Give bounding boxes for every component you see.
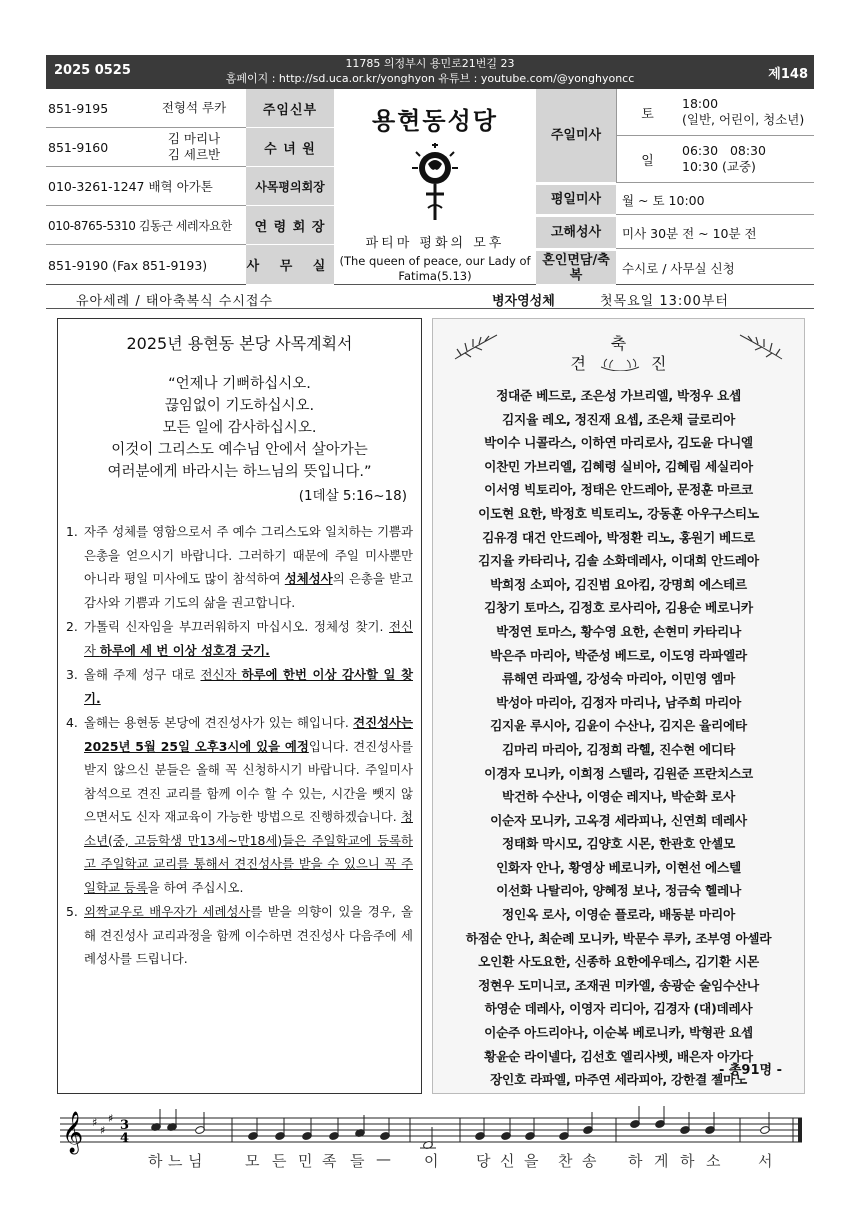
- confirmation-name-line: 황윤순 라이넬다, 김선호 엘리사벳, 배은자 아가다: [484, 1048, 753, 1064]
- confirmation-name-line: 박희정 소피아, 김진범 요아킴, 강명희 에스테르: [490, 576, 747, 592]
- role-label: 수 녀 원: [246, 128, 334, 167]
- saturday-label: 토: [616, 89, 678, 136]
- confirmation-name-line: 정태화 막시모, 김양호 시몬, 한관호 안셀모: [502, 836, 735, 852]
- lyric-syllable: 을: [524, 1152, 539, 1170]
- sick-communion-label: 병자영성체: [492, 294, 555, 309]
- plan-item-text-part: 하루에 세 번 이상 성호경 긋기.: [99, 642, 270, 658]
- sharp-icon: ♯: [100, 1124, 106, 1137]
- congrats-title-bottom: 견 진: [570, 354, 667, 373]
- confirmation-name-line: 김지율 레오, 정진재 요셉, 조은채 글로리아: [502, 411, 735, 427]
- plan-item-text-part: 하루에 한번 이상 감사할 일 찾기.: [84, 667, 413, 706]
- quote-reference: (1데살 5:16~18): [298, 488, 407, 504]
- lyric-syllable: —: [376, 1150, 391, 1168]
- issue-number: 제148: [768, 67, 808, 82]
- plan-item-text: [84, 520, 413, 614]
- sunday-label: 일: [616, 136, 678, 183]
- plan-item-text-part: 청소년(중, 고등학생 만13세~만18세)들은 주일학교에 등록하고 주일학교 교리를 통해서 견진성사를 받을 수 있으니 꼭 주일학교 등록: [84, 809, 413, 895]
- plan-items-list: [58, 520, 421, 971]
- sharp-icon: ♯: [92, 1116, 98, 1129]
- lyric-syllable: 님: [188, 1152, 203, 1170]
- plan-item-text-part: 성체성사: [284, 571, 333, 586]
- quote-line: 여러분에게 바라시는 하느님의 뜻입니다.”: [107, 464, 372, 480]
- confirmation-name-line: 이도현 요한, 박정호 빅토리노, 강동훈 아우구스티노: [478, 505, 759, 521]
- confirmation-name-line: 정인옥 로사, 이영순 플로라, 배동분 마리아: [502, 907, 735, 923]
- contact-phone: 851-9195: [48, 100, 109, 116]
- confirmation-name-line: 이서영 빅토리아, 정태은 안드레아, 문정훈 마르코: [484, 482, 753, 498]
- lyric-syllable: 소: [706, 1152, 721, 1170]
- quote-line: 모든 일에 감사하십시오.: [162, 420, 317, 436]
- lyric-syllable: 당: [476, 1152, 491, 1170]
- saturday-time: 18:00: [682, 96, 719, 111]
- contact-row: [46, 89, 246, 128]
- lyric-syllable: 민: [298, 1152, 313, 1170]
- sunday-times: [678, 136, 814, 183]
- contact-row: [46, 245, 246, 285]
- confirmation-name-line: 박건하 수산나, 이영순 레지나, 박순화 로사: [502, 789, 735, 805]
- contact-name: 전형석 루카: [161, 100, 227, 115]
- contact-row: [46, 206, 246, 245]
- contact-phone: 010-3261-1247 배혁 아가톤: [48, 179, 213, 194]
- plan-item: [66, 615, 413, 662]
- confirmation-name-line: 박이수 니콜라스, 이하연 마리로사, 김도윤 다니엘: [484, 435, 753, 451]
- plan-item: [66, 711, 413, 899]
- parish-address: 11785 의정부시 용민로21번길 23: [345, 57, 515, 70]
- lyric-syllable: 하: [148, 1152, 163, 1170]
- confirmation-name-line: 이순주 아드리아나, 이순복 베로니카, 박형관 요셉: [484, 1025, 753, 1041]
- parish-emblem-icon: [410, 142, 460, 222]
- plan-item: [66, 663, 413, 710]
- quote-line: “언제나 기뻐하십시오.: [168, 376, 311, 392]
- pastoral-plan-box: [57, 318, 422, 1094]
- confirmation-name-line: 인화자 안나, 황영상 베로니카, 이현선 에스텔: [496, 859, 741, 875]
- contact-name: 김 마리나 김 세르반: [167, 131, 221, 162]
- lyric-syllable: 서: [758, 1152, 773, 1170]
- role-label: 사 무 실: [246, 245, 334, 285]
- congrats-title-top: 축: [610, 334, 627, 353]
- sunday-main-time: 10:30 (교중): [682, 159, 756, 174]
- contact-phone: 010-8765-5310 김동근 세레자요한: [48, 218, 232, 233]
- weekday-mass-value: 월 ~ 토 10:00: [616, 185, 814, 215]
- confirmation-name-line: 박은주 마리아, 박준성 베드로, 이도영 라파엘라: [490, 647, 747, 663]
- patron-name-english: (The queen of peace, our Lady of Fatima(5.13): [339, 254, 531, 283]
- contact-row: [46, 167, 246, 206]
- final-barline: [798, 1118, 802, 1142]
- saturday-times: [678, 89, 814, 136]
- sunday-early-times: 06:30 08:30: [682, 143, 766, 158]
- plan-item-number: 2.: [66, 619, 78, 634]
- plan-item-text-part: 을 하여 주십시오.: [147, 879, 244, 895]
- role-label: 사목평의회장: [246, 167, 334, 206]
- confirmation-names-list: [433, 384, 804, 1092]
- confirmation-name-line: 정현우 도미니코, 조재권 미카엘, 송광순 술임수산나: [478, 977, 759, 993]
- baptism-info: 유아세례 / 태아축복식 수시접수: [76, 294, 274, 309]
- plan-item-text: [84, 900, 413, 971]
- plan-item-text-part: 의 은총을 받고 감사와 기쁨과 기도의 삶을 권고합니다.: [84, 571, 414, 610]
- confirmation-name-line: 장인호 라파엘, 마주연 세라피아, 강한결 젤마노: [490, 1072, 747, 1088]
- confirmation-total: - 총91명 -: [718, 1063, 782, 1078]
- plan-item-text-part: 입니다. 견진성사를 받지 않으신 분들은 올해 꼭 신청하시기 바랍니다. 주일미사 참석으로 견진 교리를 함께 이수 할 수 있는, 시간을 뺏지 않으면서도 신자 재교육이 가능한 방법으로 진행하겠습니다.: [84, 738, 414, 824]
- lyric-syllable: 찬: [558, 1152, 573, 1170]
- confirmation-name-line: 류해연 라파엘, 강성숙 마리아, 이민영 엠마: [502, 671, 735, 687]
- confirmation-name-line: 하영순 데레사, 이영자 리디아, 김경자 (대)데레사: [484, 1001, 753, 1017]
- lyric-syllable: 족: [322, 1152, 337, 1170]
- time-signature-top: 3: [120, 1118, 130, 1133]
- confirmation-name-line: 김지윤 루시아, 김윤이 수산나, 김지은 율리에타: [490, 718, 747, 734]
- confirmation-name-line: 이선화 나탈리아, 양혜정 보나, 정금숙 헬레나: [496, 883, 741, 899]
- patron-name: 파티마 평화의 모후: [365, 236, 505, 251]
- lyric-syllable: 하: [628, 1152, 643, 1170]
- church-identity: [334, 89, 536, 285]
- confirmation-name-line: 이순자 모니카, 고옥경 세라피나, 신연희 데레사: [490, 812, 747, 828]
- plan-item-number: 5.: [66, 904, 78, 919]
- plan-item-text-part: 전신자: [200, 667, 242, 682]
- quote-line: 끊임없이 기도하십시오.: [164, 398, 315, 414]
- confirmation-name-line: 하점순 안나, 최순례 모니카, 박문수 루카, 조부영 아셀라: [465, 930, 772, 946]
- contact-phone: 851-9160: [48, 139, 109, 155]
- issue-date: 2025 0525: [54, 63, 131, 78]
- lyric-syllable: 느: [168, 1152, 183, 1170]
- plan-item-text: [84, 663, 413, 710]
- plan-item-number: 3.: [66, 667, 78, 682]
- confession-value: 미사 30분 전 ~ 10분 전: [616, 217, 814, 249]
- top-bar: [46, 55, 814, 89]
- lyric-syllable: 든: [272, 1152, 287, 1170]
- plan-quote: [58, 373, 421, 483]
- plan-item: [66, 900, 413, 971]
- role-label: 연 령 회 장: [246, 206, 334, 245]
- confirmation-name-line: 오인환 사도요한, 신종하 요한에우데스, 김기환 시몬: [478, 954, 759, 970]
- header-grid: [46, 89, 814, 285]
- confirmation-name-line: 이찬민 가브리엘, 김혜령 실비아, 김혜림 세실리아: [484, 458, 753, 474]
- plan-item-text: [84, 711, 413, 899]
- saturday-audience: (일반, 어린이, 청소년): [682, 112, 805, 127]
- laurel-icon: [597, 353, 643, 371]
- confirmation-name-line: 정대준 베드로, 조은성 가브리엘, 박정우 요셉: [496, 388, 741, 403]
- confirmation-name-line: 박성아 마리아, 김정자 마리나, 남주희 마리아: [496, 694, 741, 710]
- marriage-label: 혼인면담/축복: [536, 251, 616, 285]
- quote-line: 이것이 그리스도 예수님 안에서 살아가는: [111, 442, 368, 458]
- plan-item-number: 4.: [66, 715, 78, 730]
- confession-label: 고해성사: [536, 217, 616, 249]
- lyric-syllable: 들: [350, 1152, 365, 1170]
- hymn-lyrics: [60, 1150, 800, 1174]
- plan-item-text-part: 자주 성체를 영함으로서 주 예수 그리스도와 일치하는 기쁨과 은총을 얻으시기 바랍니다. 그러하기 때문에 주일 미사뿐만 아니라 평일 미사에도 많이 참석하여: [84, 524, 413, 586]
- parish-web-links: 홈페이지 : http://sd.uca.or.kr/yonghyon 유튜브 : youtube.com/@yonghyoncc: [225, 72, 635, 85]
- sick-communion-value: 첫목요일 13:00부터: [600, 294, 729, 309]
- confirmation-name-line: 김유경 대건 안드레아, 박정환 리노, 홍원기 베드로: [482, 529, 755, 545]
- plan-title: 2025년 용현동 본당 사목계획서: [126, 334, 353, 353]
- confirmation-name-line: 김지율 카타리나, 김솔 소화데레사, 이대희 안드레아: [478, 553, 759, 569]
- plan-item-text-part: 올해는 용현동 본당에 견진성사가 있는 해입니다.: [84, 715, 354, 730]
- marriage-value: 수시로 / 사무실 신청: [622, 261, 735, 276]
- plan-item: [66, 520, 413, 614]
- sharp-icon: ♯: [108, 1112, 114, 1125]
- plan-item-text-part: 견진성사는 2025년 5월 25일 오후3시에 있을 예정: [84, 715, 413, 754]
- contact-phone: 851-9190 (Fax 851-9193): [48, 257, 208, 273]
- church-name: 용현동성당: [372, 107, 498, 135]
- confirmation-name-line: 김마리 마리아, 김정희 라헬, 진수현 에디타: [502, 741, 735, 757]
- role-label: 주임신부: [246, 89, 334, 128]
- plan-item-text-part: 가톨릭 신자임을 부끄러워하지 마십시오. 정체성 찾기.: [84, 619, 390, 634]
- plan-item-number: 1.: [66, 524, 78, 539]
- lyric-syllable: 이: [424, 1152, 439, 1170]
- time-signature-bottom: 4: [120, 1131, 130, 1146]
- lyric-syllable: 게: [654, 1152, 669, 1170]
- lyric-syllable: 모: [245, 1152, 260, 1170]
- plan-item-text-part: 전신자: [84, 619, 413, 658]
- confirmation-congrats-box: [432, 318, 805, 1094]
- lyric-syllable: 하: [680, 1152, 695, 1170]
- contact-row: [46, 128, 246, 167]
- confirmation-name-line: 김창기 토마스, 김정호 로사리아, 김용순 베로니카: [484, 600, 753, 616]
- treble-clef-icon: 𝄞: [62, 1112, 84, 1153]
- weekday-mass-label: 평일미사: [536, 185, 616, 215]
- confirmation-name-line: 박정연 토마스, 황수영 요한, 손현미 카타리나: [496, 623, 741, 639]
- plan-item-text-part: 올해 주제 성구 대로: [84, 667, 201, 682]
- sunday-mass-label: 주일미사: [536, 89, 616, 183]
- plan-item-text-part: 외짝교우로 배우자가 세례성사: [84, 904, 251, 919]
- sacrament-info-line: [46, 287, 814, 309]
- plan-item-text: [84, 615, 413, 662]
- lyric-syllable: 송: [582, 1152, 597, 1170]
- parish-address-block: [196, 56, 664, 86]
- lyric-syllable: 신: [500, 1152, 515, 1170]
- plan-item-text-part: 를 받을 의향이 있을 경우, 올해 견진성사 교리과정을 함께 이수하면 견진성사 다음주에 세례성사를 드립니다.: [84, 904, 413, 966]
- confirmation-name-line: 이경자 모니카, 이희정 스텔라, 김원준 프란치스코: [484, 765, 753, 781]
